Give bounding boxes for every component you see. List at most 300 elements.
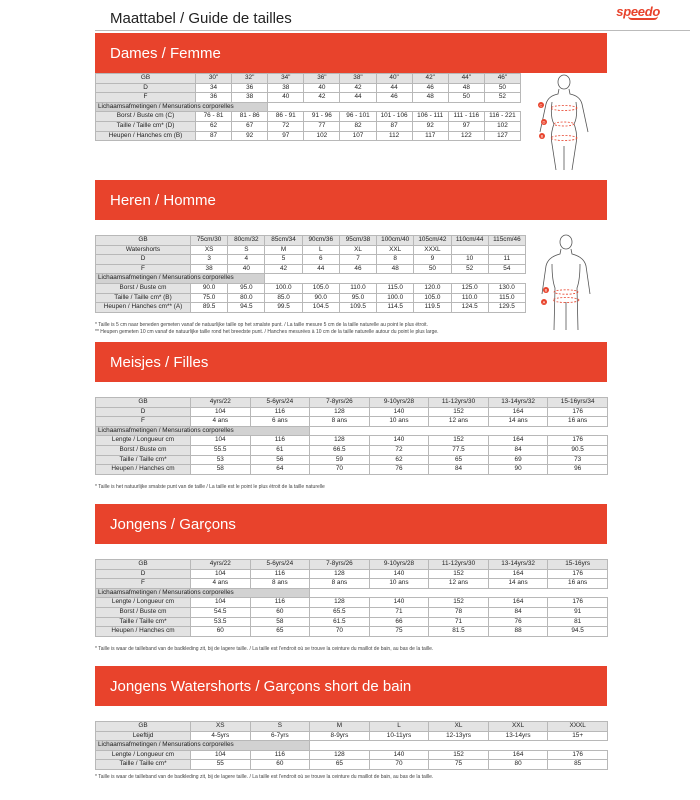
footnote: * Taille is waar de tailleband van de badkleding zit, bij de lagere taille. / La taille est l'endroit où se trouve la ceinture du maillot de bain, au bas de la taille.: [95, 646, 434, 652]
table-cell: 96 - 101: [340, 112, 376, 122]
table-cell: 86 - 91: [268, 112, 304, 122]
row-label: F: [96, 417, 191, 427]
table-cell: 72: [369, 445, 429, 455]
section-4: [95, 666, 607, 780]
blank-cell: [369, 741, 429, 751]
table-cell: 116: [250, 598, 310, 608]
size-table: [95, 397, 608, 475]
table-cell: 70: [310, 627, 370, 637]
table-cell: 140: [369, 436, 429, 446]
table-row: [96, 398, 608, 408]
measurements-label: Lichaamsafmetingen / Mensurations corporelles: [96, 274, 265, 284]
table-cell: 32": [232, 74, 268, 84]
table-cell: 116: [250, 436, 310, 446]
table-cell: S: [250, 722, 310, 732]
table-cell: 48: [377, 264, 414, 274]
table-cell: 7-8yrs/26: [310, 398, 370, 408]
table-cell: 87: [196, 131, 232, 141]
table-cell: 15-16yrs/34: [548, 398, 608, 408]
table-row: [96, 283, 526, 293]
table-cell: 75: [369, 627, 429, 637]
table-cell: L: [302, 245, 339, 255]
table-cell: 125.0: [451, 283, 488, 293]
section-title: Jongens / Garçons: [95, 504, 607, 544]
table-cell: 140: [369, 750, 429, 760]
table-cell: 50: [484, 83, 520, 93]
row-label: Heupen / Hanches cm: [96, 627, 191, 637]
table-row: [96, 417, 608, 427]
blank-cell: [488, 741, 548, 751]
blank-cell: [488, 274, 525, 284]
table-cell: 4 ans: [191, 417, 251, 427]
table-cell: 81: [548, 617, 608, 627]
page-title: Maattabel / Guide de tailles: [110, 10, 292, 27]
table-row: [96, 569, 608, 579]
table-cell: 69: [488, 455, 548, 465]
table-cell: 50: [448, 93, 484, 103]
blank-cell: [548, 426, 608, 436]
blank-cell: [304, 102, 340, 112]
table-cell: 128: [310, 750, 370, 760]
blank-cell: [310, 741, 370, 751]
blank-cell: [377, 274, 414, 284]
table-cell: 48: [448, 83, 484, 93]
table-cell: 152: [429, 407, 489, 417]
blank-cell: [429, 588, 489, 598]
table-cell: 80cm/32: [228, 236, 265, 246]
table-cell: 58: [250, 617, 310, 627]
table-row: [96, 750, 608, 760]
blank-cell: [265, 274, 302, 284]
section-3: [95, 504, 607, 652]
table-cell: 5: [265, 255, 302, 265]
table-cell: 92: [232, 131, 268, 141]
table-cell: 104.5: [302, 303, 339, 313]
table-cell: 90cm/36: [302, 236, 339, 246]
table-cell: 11-12yrs/30: [429, 560, 489, 570]
blank-cell: [484, 102, 520, 112]
table-cell: 12 ans: [429, 417, 489, 427]
table-cell: 4yrs/22: [191, 560, 251, 570]
table-cell: 128: [310, 569, 370, 579]
table-cell: 116: [250, 750, 310, 760]
measurements-label: Lichaamsafmetingen / Mensurations corporelles: [96, 588, 310, 598]
table-cell: 164: [488, 569, 548, 579]
table-cell: 90.5: [548, 445, 608, 455]
table-cell: 13-14yrs: [488, 731, 548, 741]
table-row: [96, 722, 608, 732]
table-cell: M: [310, 722, 370, 732]
table-cell: 105.0: [414, 293, 451, 303]
size-table: [95, 235, 526, 313]
blank-cell: [310, 588, 370, 598]
table-cell: 42": [412, 74, 448, 84]
table-cell: 176: [548, 598, 608, 608]
table-cell: 94.5: [228, 303, 265, 313]
size-table: [95, 73, 521, 141]
blank-cell: [268, 102, 304, 112]
table-cell: 90.0: [302, 293, 339, 303]
table-cell: 105.0: [302, 283, 339, 293]
table-cell: 64: [250, 465, 310, 475]
table-cell: 10 ans: [369, 417, 429, 427]
footnote: * Taille is 5 cm naar beneden gemeten vanaf de natuurlijke taille op het smalste punt. / La taille mesure 5 cm de la taille naturelle au point le plus étroit.: [95, 322, 428, 328]
table-cell: 36: [196, 93, 232, 103]
table-cell: 130.0: [488, 283, 525, 293]
table-cell: 94.5: [548, 627, 608, 637]
row-label: GB: [96, 74, 196, 84]
blank-cell: [412, 102, 448, 112]
table-cell: 38: [191, 264, 228, 274]
table-row: [96, 560, 608, 570]
row-label: Taille / Taille cm*: [96, 617, 191, 627]
table-cell: 70: [310, 465, 370, 475]
table-cell: 76: [488, 617, 548, 627]
blank-cell: [302, 274, 339, 284]
table-cell: 10-11yrs: [369, 731, 429, 741]
table-cell: 9: [414, 255, 451, 265]
table-cell: 8 ans: [310, 579, 370, 589]
measurements-header-row: [96, 588, 608, 598]
table-cell: 176: [548, 407, 608, 417]
table-cell: 53.5: [191, 617, 251, 627]
table-cell: 58: [191, 465, 251, 475]
table-cell: 101 - 106: [376, 112, 412, 122]
table-cell: 15+: [548, 731, 608, 741]
table-cell: 95cm/38: [339, 236, 376, 246]
table-cell: 42: [304, 93, 340, 103]
table-cell: 34: [196, 83, 232, 93]
table-cell: 104: [191, 407, 251, 417]
table-cell: 38: [232, 93, 268, 103]
women-fig-letter: C: [539, 102, 543, 108]
row-label: Watershorts: [96, 245, 191, 255]
row-label: Heupen / Hanches cm (B): [96, 131, 196, 141]
table-cell: 10: [451, 255, 488, 265]
table-cell: 65: [250, 627, 310, 637]
table-cell: 110.0: [451, 293, 488, 303]
table-cell: 9-10yrs/28: [369, 560, 429, 570]
table-row: [96, 264, 526, 274]
table-row: [96, 617, 608, 627]
table-cell: 106 - 111: [412, 112, 448, 122]
table-cell: 124.5: [451, 303, 488, 313]
blank-cell: [488, 588, 548, 598]
measurements-header-row: [96, 274, 526, 284]
table-cell: 114.5: [377, 303, 414, 313]
table-cell: 76: [369, 465, 429, 475]
table-cell: 176: [548, 750, 608, 760]
table-cell: 176: [548, 436, 608, 446]
section-title: Dames / Femme: [95, 33, 607, 73]
table-cell: 81.5: [429, 627, 489, 637]
table-cell: 11: [488, 255, 525, 265]
table-cell: 111 - 116: [448, 112, 484, 122]
section-0: [95, 33, 607, 139]
table-cell: 152: [429, 750, 489, 760]
section-1: [95, 180, 607, 335]
men-fig-letter: B: [544, 287, 548, 293]
table-cell: 48: [412, 93, 448, 103]
table-cell: 128: [310, 407, 370, 417]
table-cell: 76 - 81: [196, 112, 232, 122]
table-cell: 40": [376, 74, 412, 84]
row-label: Lengte / Longueur cm: [96, 598, 191, 608]
table-cell: 95.0: [339, 293, 376, 303]
row-label: Lengte / Longueur cm: [96, 436, 191, 446]
size-table: [95, 559, 608, 637]
table-cell: 8-9yrs: [310, 731, 370, 741]
table-row: [96, 245, 526, 255]
table-row: [96, 627, 608, 637]
blank-cell: [369, 588, 429, 598]
table-row: [96, 598, 608, 608]
table-cell: 46: [339, 264, 376, 274]
blank-cell: [340, 102, 376, 112]
row-label: Heupen / Hanches cm** (A): [96, 303, 191, 313]
table-cell: 164: [488, 436, 548, 446]
blank-cell: [548, 741, 608, 751]
table-cell: 85: [548, 760, 608, 770]
table-cell: 89.5: [191, 303, 228, 313]
table-row: [96, 131, 521, 141]
table-cell: 55: [191, 760, 251, 770]
table-cell: 44: [302, 264, 339, 274]
table-cell: 82: [340, 121, 376, 131]
table-cell: 115cm/46: [488, 236, 525, 246]
table-cell: 122: [448, 131, 484, 141]
table-row: [96, 579, 608, 589]
table-cell: 46: [412, 83, 448, 93]
row-label: Taille / Taille cm*: [96, 455, 191, 465]
women-fig-letter: D: [542, 119, 546, 125]
table-cell: 152: [429, 436, 489, 446]
table-cell: 4yrs/22: [191, 398, 251, 408]
row-label: Borst / Buste cm: [96, 283, 191, 293]
table-cell: 90.0: [191, 283, 228, 293]
row-label: F: [96, 264, 191, 274]
table-cell: 50: [414, 264, 451, 274]
row-label: D: [96, 569, 191, 579]
table-cell: 84: [429, 465, 489, 475]
size-table: [95, 721, 608, 770]
row-label: D: [96, 255, 191, 265]
table-cell: XXXL: [414, 245, 451, 255]
table-cell: 60: [250, 760, 310, 770]
table-cell: 66: [369, 617, 429, 627]
blank-cell: [339, 274, 376, 284]
table-cell: 3: [191, 255, 228, 265]
row-label: Borst / Buste cm: [96, 445, 191, 455]
logo-text: speedo: [616, 4, 660, 19]
table-cell: 87: [376, 121, 412, 131]
table-cell: 104: [191, 598, 251, 608]
row-label: F: [96, 93, 196, 103]
table-cell: 46": [484, 74, 520, 84]
table-cell: XXL: [488, 722, 548, 732]
row-label: GB: [96, 236, 191, 246]
table-cell: 14 ans: [488, 417, 548, 427]
table-row: [96, 74, 521, 84]
table-cell: 128: [310, 436, 370, 446]
table-cell: S: [228, 245, 265, 255]
table-cell: 110.0: [339, 283, 376, 293]
table-cell: 66.5: [310, 445, 370, 455]
table-cell: 6 ans: [250, 417, 310, 427]
table-cell: 104: [191, 750, 251, 760]
table-cell: 80.0: [228, 293, 265, 303]
table-cell: 104: [191, 569, 251, 579]
section-title: Heren / Homme: [95, 180, 607, 220]
table-cell: 4-5yrs: [191, 731, 251, 741]
measurements-header-row: [96, 741, 608, 751]
table-cell: 59: [310, 455, 370, 465]
row-label: Leeftijd: [96, 731, 191, 741]
table-cell: 116 - 221: [484, 112, 520, 122]
table-row: [96, 293, 526, 303]
table-cell: 109.5: [339, 303, 376, 313]
table-cell: 116: [250, 407, 310, 417]
table-cell: 62: [196, 121, 232, 131]
table-cell: 70: [369, 760, 429, 770]
table-cell: 8 ans: [310, 417, 370, 427]
table-cell: 61.5: [310, 617, 370, 627]
table-row: [96, 455, 608, 465]
men-fig-letter: A: [542, 299, 546, 305]
table-cell: 72: [268, 121, 304, 131]
row-label: Taille / Taille cm*: [96, 760, 191, 770]
blank-cell: [414, 274, 451, 284]
table-row: [96, 436, 608, 446]
table-cell: 152: [429, 598, 489, 608]
table-cell: 140: [369, 569, 429, 579]
table-cell: 99.5: [265, 303, 302, 313]
measurements-label: Lichaamsafmetingen / Mensurations corporelles: [96, 426, 310, 436]
table-cell: 9-10yrs/28: [369, 398, 429, 408]
table-cell: 95.0: [228, 283, 265, 293]
table-cell: XXL: [377, 245, 414, 255]
table-cell: 67: [232, 121, 268, 131]
blank-cell: [448, 102, 484, 112]
footnote: * Taille is waar de tailleband van de badkleding zit, bij de lagere taille. / La taille est l'endroit où se trouve la ceinture du maillot de bain, au bas de la taille.: [95, 774, 434, 780]
table-cell: 14 ans: [488, 579, 548, 589]
table-cell: 38": [340, 74, 376, 84]
table-cell: 34": [268, 74, 304, 84]
table-cell: 116: [250, 569, 310, 579]
table-row: [96, 731, 608, 741]
title-divider: [95, 30, 690, 31]
row-label: GB: [96, 722, 191, 732]
table-row: [96, 607, 608, 617]
table-cell: 42: [340, 83, 376, 93]
blank-cell: [548, 588, 608, 598]
table-cell: 102: [304, 131, 340, 141]
table-cell: 164: [488, 407, 548, 417]
table-cell: 127: [484, 131, 520, 141]
table-cell: 40: [304, 83, 340, 93]
table-row: [96, 465, 608, 475]
blank-cell: [429, 426, 489, 436]
measurements-header-row: [96, 102, 521, 112]
row-label: Taille / Taille cm* (B): [96, 293, 191, 303]
blank-cell: [451, 274, 488, 284]
table-cell: 11-12yrs/30: [429, 398, 489, 408]
table-cell: 8: [377, 255, 414, 265]
table-cell: 38: [268, 83, 304, 93]
table-cell: 77: [304, 121, 340, 131]
table-cell: 4: [228, 255, 265, 265]
table-cell: XS: [191, 245, 228, 255]
table-cell: 44: [340, 93, 376, 103]
row-label: GB: [96, 560, 191, 570]
table-cell: 10 ans: [369, 579, 429, 589]
table-cell: [451, 245, 488, 255]
row-label: Borst / Buste cm (C): [96, 112, 196, 122]
table-cell: 52: [451, 264, 488, 274]
table-cell: 115.0: [377, 283, 414, 293]
table-cell: 42: [265, 264, 302, 274]
table-cell: 80: [488, 760, 548, 770]
section-title: Meisjes / Filles: [95, 342, 607, 382]
table-cell: 81 - 86: [232, 112, 268, 122]
table-cell: 5-6yrs/24: [250, 398, 310, 408]
table-cell: 15-16yrs: [548, 560, 608, 570]
table-cell: 85cm/34: [265, 236, 302, 246]
table-cell: 129.5: [488, 303, 525, 313]
table-cell: XS: [191, 722, 251, 732]
row-label: Heupen / Hanches cm: [96, 465, 191, 475]
table-cell: 61: [250, 445, 310, 455]
measurements-label: Lichaamsafmetingen / Mensurations corporelles: [96, 102, 268, 112]
footnote: * Taille is het natuurlijke smalste punt van de taille / La taille est le point le plus étroit de la taille naturelle: [95, 484, 325, 490]
footnote: ** Heupen gemeten 10 cm vanaf de natuurlijke taille rond het breedste punt. / Hanches mesurées à 10 cm de la taille naturelle autour du point le plus large.: [95, 329, 439, 335]
table-cell: 30": [196, 74, 232, 84]
blank-cell: [376, 102, 412, 112]
table-cell: 60: [250, 607, 310, 617]
section-title: Jongens Watershorts / Garçons short de bain: [95, 666, 607, 706]
table-cell: 40: [228, 264, 265, 274]
table-row: [96, 236, 526, 246]
table-cell: 53: [191, 455, 251, 465]
table-cell: 54: [488, 264, 525, 274]
table-cell: 75: [429, 760, 489, 770]
table-cell: 75cm/30: [191, 236, 228, 246]
men-body-figure-icon: [528, 232, 600, 332]
blank-cell: [310, 426, 370, 436]
table-cell: 44": [448, 74, 484, 84]
women-body-figure-icon: [528, 72, 600, 172]
table-cell: 91 - 96: [304, 112, 340, 122]
table-cell: 12-13yrs: [429, 731, 489, 741]
table-cell: 65: [310, 760, 370, 770]
table-cell: 100.0: [377, 293, 414, 303]
table-cell: 12 ans: [429, 579, 489, 589]
table-cell: 115.0: [488, 293, 525, 303]
table-cell: 6-7yrs: [250, 731, 310, 741]
table-cell: 97: [268, 131, 304, 141]
table-cell: 16 ans: [548, 417, 608, 427]
measurements-header-row: [96, 426, 608, 436]
table-cell: XL: [429, 722, 489, 732]
table-cell: 75.0: [191, 293, 228, 303]
table-row: [96, 112, 521, 122]
row-label: D: [96, 407, 191, 417]
table-cell: 96: [548, 465, 608, 475]
table-cell: 13-14yrs/32: [488, 398, 548, 408]
table-cell: XXXL: [548, 722, 608, 732]
table-cell: 90: [488, 465, 548, 475]
table-row: [96, 445, 608, 455]
